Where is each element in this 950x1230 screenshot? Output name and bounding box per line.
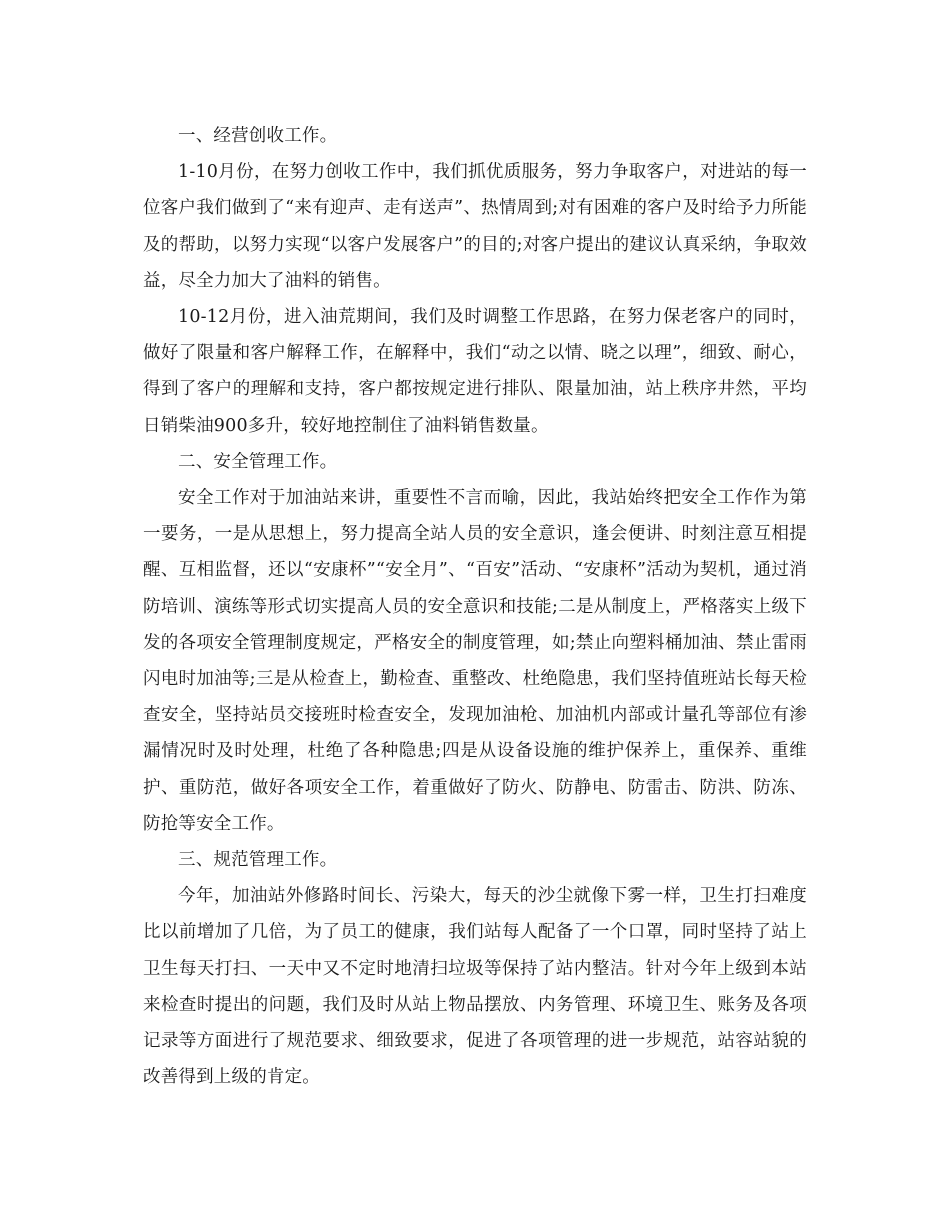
- paragraph-4: 今年，加油站外修路时间长、污染大，每天的沙尘就像下雾一样，卫生打扫难度比以前增加了几倍，为了员工的健康，我们站每人配备了一个口罩，同时坚持了站上卫生每天打扫、一天中又不定时地清扫垃圾等保持了站内整洁。针对今年上级到本站来检查时提出的问题，我们及时从站上物品摆放、内务管理、环境卫生、账务及各项记录等方面进行了规范要求、细致要求，促进了各项管理的进一步规范，站容站貌的改善得到上级的肯定。: [143, 886, 807, 1088]
- paragraph-1: 1-10月份，在努力创收工作中，我们抓优质服务，努力争取客户，对进站的每一位客户我们做到了“来有迎声、走有送声”、热情周到;对有困难的客户及时给予力所能及的帮助，以努力实现“以客户发展客户”的目的;对客户提出的建议认真采纳，争取效益，尽全力加大了油料的销售。: [143, 162, 807, 291]
- section-heading-3: 三、规范管理工作。: [178, 850, 338, 871]
- section-heading-2: 二、安全管理工作。: [178, 451, 338, 472]
- document-body: [143, 118, 807, 1095]
- section-heading-1: 一、经营创收工作。: [178, 126, 338, 146]
- paragraph-3: 安全工作对于加油站来讲，重要性不言而喻，因此，我站始终把安全工作作为第一要务，一是从思想上，努力提高全站人员的安全意识，逢会便讲、时刻注意互相提醒、互相监督，还以“安康杯”“安全月”、“百安”活动、“安康杯”活动为契机，通过消防培训、演练等形式切实提高人员的安全意识和技能;二是从制度上，严格落实上级下发的各项安全管理制度规定，严格安全的制度管理，如;禁止向塑料桶加油、禁止雷雨闪电时加油等;三是从检查上，勤检查、重整改、杜绝隐患，我们坚持值班站长每天检查安全，坚持站员交接班时检查安全，发现加油枪、加油机内部或计量孔等部位有渗漏情况时及时处理，杜绝了各种隐患;四是从设备设施的维护保养上，重保养、重维护、重防范，做好各项安全工作，着重做好了防火、防静电、防雷击、防洪、防冻、防抢等安全工作。: [143, 488, 807, 834]
- paragraph-2: 10-12月份，进入油荒期间，我们及时调整工作思路，在努力保老客户的同时，做好了限量和客户解释工作，在解释中，我们“动之以情、晓之以理”，细致、耐心，得到了客户的理解和支持，客户都按规定进行排队、限量加油，站上秩序井然，平均日销柴油900多升，较好地控制住了油料销售数量。: [143, 307, 807, 436]
